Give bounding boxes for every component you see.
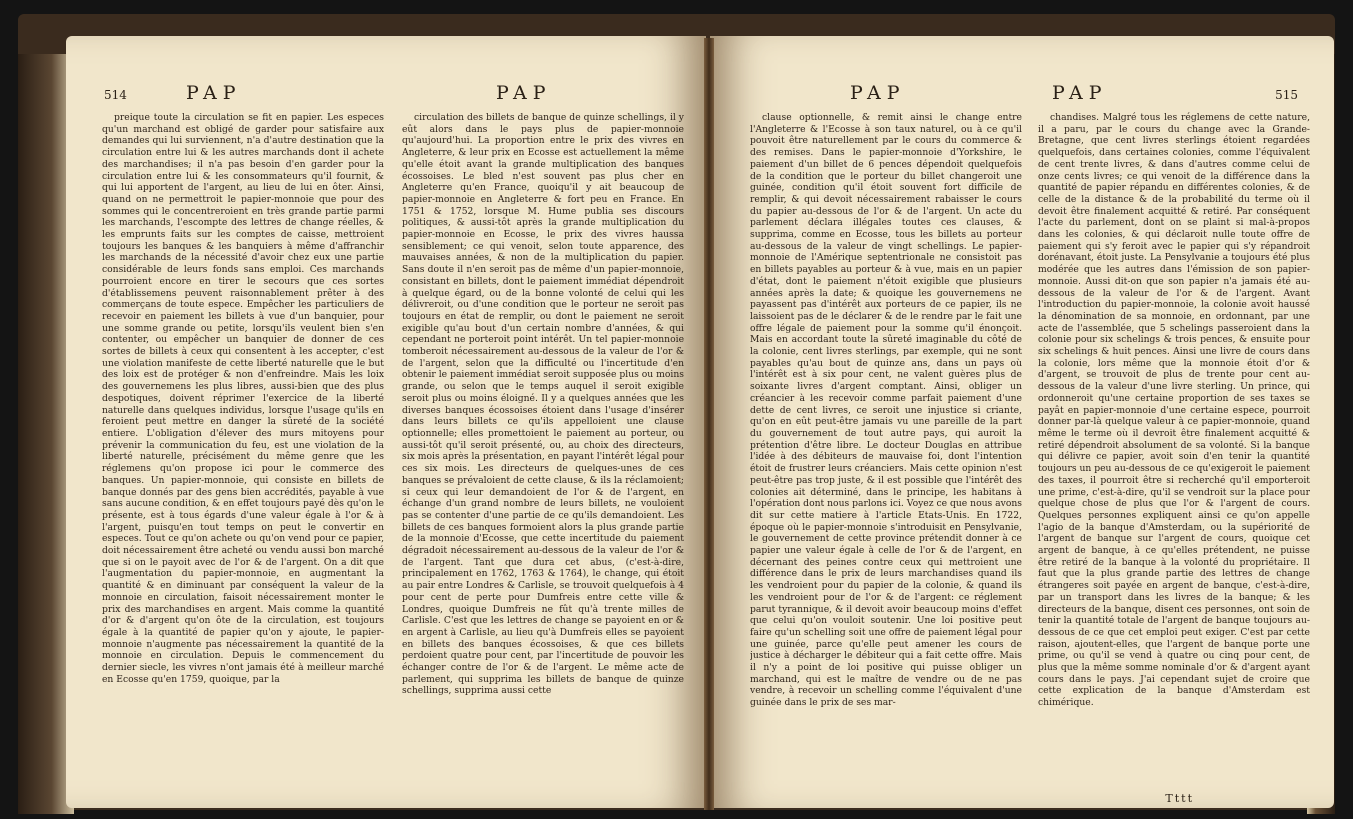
right-page (710, 36, 1334, 808)
open-book (18, 14, 1335, 810)
running-header-left: PAP (186, 82, 242, 104)
signature-mark: Tttt (1165, 792, 1194, 805)
text-column-2: circulation des billets de banque de quinze schellings, il y eût alors dans le pays plus de papier-monnoie qu'aujourd'hui. La proportion entre le prix des vivres en Angleterre, & leur prix en Ecosse est actuellement la même qu'elle étoit avant la grande multiplication des banques écossoises. Le bled n'est souvent pas plus cher en Angleterre qu'en France, quoiqu'il y ait beaucoup de papier-monnoie en Angleterre & fort peu en France. En 1751 & 1752, lorsque M. Hume publia ses discours politiques, & aussi-tôt après la grande multiplication du papier-monnoie en Ecosse, le prix des vivres haussa sensiblement; ce qui venoit, selon toute apparence, des mauvaises années, & non de la multiplication du papier. Sans doute il n'en seroit pas de même d'un papier-monnoie, consistant en billets, dont le paiement immédiat dépendroit à quelque égard, ou de la bonne volonté de celui qui les délivreroit, ou d'une condition que le porteur ne seroit pas toujours en état de remplir, ou dont le paiement ne seroit exigible qu'au bout d'un certain nombre d'années, & qui cependant ne porteroit point intérêt. Un tel papier-monnoie tomberoit nécessairement au-dessous de la valeur de l'or & de l'argent, selon que la difficulté ou l'incertitude d'en obtenir le paiement immédiat seroit supposée plus ou moins grande, ou selon que le temps auquel il seroit exigible seroit plus ou moins éloigné. Il y a quelques années que les diverses banques écossoises étoient dans l'usage d'insérer dans leurs billets ce qu'ils appelloient une clause optionnelle; elles promettoient le paiement au porteur, ou aussi-tôt qu'il seroit présenté, ou, au choix des directeurs, six mois après la présentation, en payant l'intérêt légal pour ces six mois. Les directeurs de quelques-unes de ces banques se prévaloient de cette clause, & ils la réclamoient; si ceux qui leur demandoient de l'or & de l'argent, en échange d'un grand nombre de leurs billets, ne vouloient pas se contenter d'une partie de ce qu'ils demandoient. Les billets de ces banques formoient alors la plus grande partie de la monnoie d'Ecosse, que cette incertitude du paiement dégradoit nécessairement au-dessous de la valeur de l'or & de l'argent. Tant que dura cet abus, (c'est-à-dire, principalement en 1762, 1763 & 1764), le change, qui étoit au pair entre Londres & Carlisle, se trouvoit quelquefois à 4 pour cent de perte pour Dumfreis entre cette ville & Londres, quoique Dumfreis ne fût qu'à trente milles de Carlisle. C'est que les lettres de change se payoient en or & en argent à Carlisle, au lieu qu'à Dumfreis elles se payoient en billets des banques écossoises, & que ces billets perdoient quatre pour cent, par l'incertitude de pouvoir les échanger contre de l'or & de l'argent. Le même acte de parlement, qui supprima les billets de banque de quinze schellings, supprima aussi cette (402, 112, 684, 697)
running-header-right: PAP (496, 82, 552, 104)
running-header-right: PAP (1052, 82, 1108, 104)
page-number: 515 (1275, 88, 1298, 102)
page-number: 514 (104, 88, 127, 102)
running-header-left: PAP (850, 82, 906, 104)
left-page (66, 36, 706, 808)
text-column-1: preique toute la circulation se fit en papier. Les especes qu'un marchand est obligé de garder pour satisfaire aux demandes qui lui surviennent, n'a d'autre destination que la circulation entre lui & les autres marchands dont il achete des marchandises; il n'a pas besoin d'en garder pour la circulation entre lui & les consommateurs qu'il fournit, & qui lui apportent de l'argent, au lieu de lui en ôter. Ainsi, quand on ne permettroit le papier-monnoie que pour des sommes qui le concentreroient en très grande partie parmi les marchands, l'escompte des lettres de change réelles, & les emprunts faits sur les comptes de caisse, mettroient toujours les banques & les banquiers à même d'affranchir les marchands de la nécessité d'avoir chez eux une partie considérable de leurs fonds sans emploi. Ces marchands pourroient encore en tirer le secours que ces sortes d'établissemens peuvent raisonnablement prêter à des commerçans de toute espece. Empêcher les particuliers de recevoir en paiement les billets à vue d'un banquier, pour une somme grande ou petite, lorsqu'ils veulent bien s'en contenter, ou empêcher un banquier de donner de ces sortes de billets à ceux qui consentent à les accepter, c'est une violation manifeste de cette liberté naturelle que le but des loix est de protéger & non d'enfreindre. Mais les loix des gouvernemens les plus libres, aussi-bien que des plus despotiques, doivent réprimer l'exercice de la liberté naturelle dans quelques individus, lorsque l'usage qu'ils en feroient peut mettre en danger la sûreté de la société entiere. L'obligation d'élever des murs mitoyens pour prévenir la communication du feu, est une violation de la liberté naturelle, précisément du même genre que les réglemens qu'on propose ici pour le commerce des banques. Un papier-monnoie, qui consiste en billets de banque donnés par des gens bien accrédités, payable à vue sans aucune condition, & en effet toujours payé dès qu'on le présente, est à tous égards d'une valeur égale à l'or & à l'argent, puisqu'en tout temps on peut le convertir en especes. Tout ce qu'on achete ou qu'on vend pour ce papier, doit nécessairement être acheté ou vendu aussi bon marché que si on le payoit avec de l'or & de l'argent. On a dit que l'augmentation du papier-monnoie, en augmentant la quantité & en diminuant par conséquent la valeur de la monnoie en circulation, faisoit nécessairement monter le prix des marchandises en argent. Mais comme la quantité d'or & d'argent qu'on ôte de la circulation, est toujours égale à la quantité de papier qu'on y ajoute, le papier-monnoie n'augmente pas nécessairement la quantité de la monnoie en circulation. Depuis le commencement du dernier siecle, les vivres n'ont jamais été à meilleur marché en Ecosse qu'en 1759, quoique, par la (102, 112, 384, 685)
text-column-1: clause optionnelle, & remit ainsi le change entre l'Angleterre & l'Ecosse à son taux naturel, ou à ce qu'il pouvoit être naturellement par le cours du commerce & des remises. Dans le papier-monnoie d'Yorkshire, le paiement d'un billet de 6 pences dépendoit quelquefois de la condition que le porteur du billet changeroit une guinée, condition qu'il étoit souvent fort difficile de remplir, & qui devoit nécessairement rabaisser le cours du papier au-dessous de l'or & de l'argent. Un acte du parlement déclara illégales toutes ces clauses, & supprima, comme en Ecosse, tous les billets au porteur au-dessous de la valeur de vingt schellings. Le papier-monnoie de l'Amérique septentrionale ne consistoit pas en billets payables au porteur & à vue, mais en un papier d'état, dont le paiement n'étoit exigible que plusieurs années après la date; & quoique les gouvernemens ne payassent pas d'intérêt aux porteurs de ce papier, ils ne laissoient pas de le déclarer & de le rendre par le fait une offre légale de paiement pour la somme qu'il énonçoit. Mais en accordant toute la sûreté imaginable du côté de la colonie, cent livres sterlings, par exemple, qui ne sont payables qu'au bout de quinze ans, dans un pays où l'intérêt est à six pour cent, ne valent guères plus de soixante livres d'argent comptant. Ainsi, obliger un créancier à les recevoir comme parfait paiement d'une dette de cent livres, ce seroit une injustice si criante, qu'on en eût peut-être jamais vu une pareille de la part du gouvernement de tout autre pays, qui auroit la prétention d'être libre. Le docteur Douglas en attribue l'idée à des débiteurs de mauvaise foi, dont l'intention étoit de frustrer leurs créanciers. Mais cette opinion n'est peut-être pas trop juste, & il est possible que l'intérêt des colonies ait déterminé, dans le principe, les habitans à l'opération dont nous parlons ici. Voyez ce que nous avons dit sur cette matiere à l'article Etats-Unis. En 1722, époque où le papier-monnoie s'introduisit en Pensylvanie, le gouvernement de cette province prétendit donner à ce papier une valeur égale à celle de l'or & de l'argent, en décernant des peines contre ceux qui mettroient une différence dans le prix de leurs marchandises quand ils les vendroient pour du papier de la colonie, & quand ils les vendroient pour de l'or & de l'argent: ce réglement parut tyrannique, & il devoit avoir beaucoup moins d'effet que celui qu'on vouloit soutenir. Une loi positive peut faire qu'un schelling soit une offre de paiement légal pour une guinée, parce qu'elle peut amener les cours de justice à décharger le débiteur qui a fait cette offre. Mais il n'y a point de loi positive qui puisse obliger un marchand, qui est le maître de vendre ou de ne pas vendre, à recevoir un schelling comme l'équivalent d'une guinée dans le prix de ses mar- (750, 112, 1022, 709)
text-column-2: chandises. Malgré tous les réglemens de cette nature, il a paru, par le cours du change avec la Grande-Bretagne, que cent livres sterlings étoient regardées quelquefois, dans certaines colonies, comme l'équivalent de cent trente livres, & dans d'autres comme celui de onze cents livres; ce qui venoit de la différence dans la quantité de papier répandu en différentes colonies, & de celle de la distance & de la probabilité du terme où il devoit être finalement acquitté & retiré. Par conséquent l'acte du parlement, dont on se plaint si mal-à-propos dans les colonies, & qui déclaroit nulle toute offre de paiement qui s'y feroit avec le papier qui s'y répandroit dorénavant, étoit juste. La Pensylvanie a toujours été plus modérée que les autres dans l'émission de son papier-monnoie. Aussi dit-on que son papier n'a jamais été au-dessous de la valeur de l'or & de l'argent. Avant l'introduction du papier-monnoie, la colonie avoit haussé la dénomination de sa monnoie, en ordonnant, par une acte de l'assemblée, que 5 schelings passeroient dans la colonie pour six schelings & trois pences, & ensuite pour six schelings & huit pences. Ainsi une livre de cours dans la colonie, lors même que la monnoie étoit d'or & d'argent, se trouvoit de plus de trente pour cent au-dessous de la valeur d'une livre sterling. Un prince, qui ordonneroit qu'une certaine proportion de ses taxes se payât en papier-monnoie d'une certaine espece, pourroit donner par-là quelque valeur à ce papier-monnoie, quand même le terme où il devroit être finalement acquitté & retiré dépendroit absolument de sa volonté. Si la banque qui délivre ce papier, avoit soin d'en tenir la quantité toujours un peu au-dessous de ce qu'exigeroit le paiement des taxes, il pourroit être si recherché qu'il emporteroit une prime, c'est-à-dire, qu'il se vendroit sur la place pour quelque chose de plus que l'or & l'argent de cours. Quelques personnes expliquent ainsi ce qu'on appelle l'agio de la banque d'Amsterdam, ou la supériorité de l'argent de banque sur l'argent de cours, quoique cet argent de banque, à ce qu'elles prétendent, ne puisse être retiré de la banque à la volonté du propriétaire. Il faut que la plus grande partie des lettres de change étrangeres soit payée en argent de banque, c'est-à-dire, par un transport dans les livres de la banque; & les directeurs de la banque, disent ces personnes, ont soin de tenir la quantité totale de l'argent de banque toujours au-dessous de ce que cet emploi peut exiger. C'est par cette raison, ajoutent-elles, que l'argent de banque porte une prime, ou qu'il se vend à quatre ou cinq pour cent, de plus que la même somme nominale d'or & d'argent ayant cours dans le pays. J'ai cependant sujet de croire que cette explication de la banque d'Amsterdam est chimérique. (1038, 112, 1310, 709)
book-gutter (704, 38, 714, 810)
